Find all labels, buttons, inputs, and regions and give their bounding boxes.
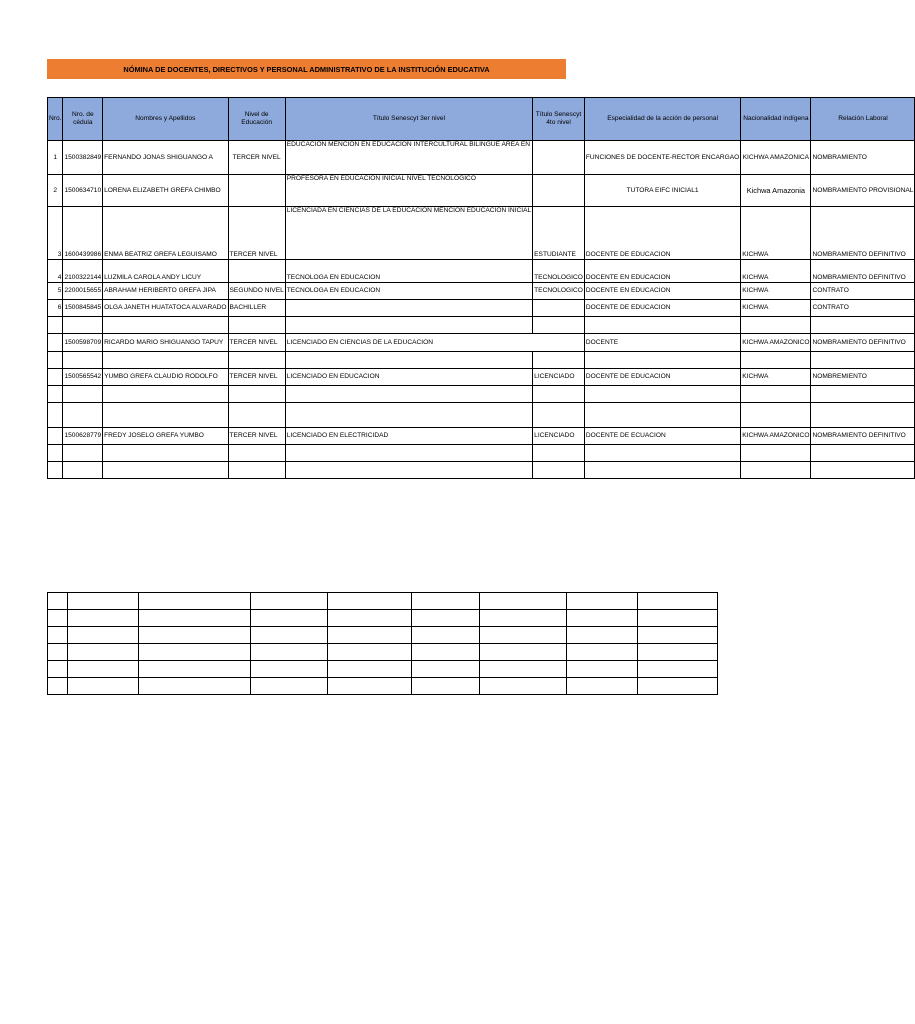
header-nombres: Nombres y Apellidos	[103, 98, 228, 141]
row-nivel: TERCER NIVEL	[228, 207, 285, 260]
row-nacionalidad: KICHWA AMAZONICO	[741, 428, 811, 445]
row-nacionalidad: KICHWA	[741, 283, 811, 300]
row-nombre: OLGA JANETH HUATATOCA ALVARADO	[103, 300, 228, 317]
row-cedula: 2200015655	[63, 283, 103, 300]
staff-table	[47, 97, 915, 479]
row-titulo-4to	[533, 300, 585, 317]
header-cedula: Nro. de cédula	[63, 98, 103, 141]
row-titulo-3er: LICENCIADO EN CIENCIAS DE LA EDUCACION	[285, 334, 584, 352]
table-row	[48, 300, 915, 317]
row-nro: 4	[48, 260, 63, 283]
header-titulo-3er: Título Senescyt 3er nivel	[285, 98, 532, 141]
row-especialidad: DOCENTE DE ECUACION	[584, 428, 740, 445]
table-row-empty	[48, 678, 718, 695]
row-nivel: TERCER NIVEL	[228, 334, 285, 352]
row-relacion: NOMBRAMIENTO	[811, 141, 915, 175]
row-nombre: FREDY JOSELO GREFA YUMBO	[103, 428, 228, 445]
table-row	[48, 207, 915, 260]
row-especialidad: DOCENTE EN EDUCACION	[584, 260, 740, 283]
row-cedula: 2100322144	[63, 260, 103, 283]
row-nacionalidad: KICHWA	[741, 207, 811, 260]
row-titulo-4to: TECNOLOGICO	[533, 283, 585, 300]
empty-table	[47, 592, 718, 695]
row-cedula: 1600439986	[63, 207, 103, 260]
row-nro: 5	[48, 283, 63, 300]
row-nombre: LORENA ELIZABETH GREFA CHIMBO	[103, 175, 228, 207]
row-nacionalidad: KICHWA	[741, 300, 811, 317]
row-nro: 1	[48, 141, 63, 175]
row-nacionalidad: KICHWA	[741, 369, 811, 386]
table-row	[48, 175, 915, 207]
header-relacion: Relación Laboral	[811, 98, 915, 141]
row-nivel: TERCER NIVEL	[228, 369, 285, 386]
row-cedula: 1500598709	[63, 334, 103, 352]
table-row	[48, 369, 915, 386]
row-titulo-3er: LICENCIADO EN EDUCACION	[285, 369, 532, 386]
table-row-empty	[48, 627, 718, 644]
row-nro: 2	[48, 175, 63, 207]
header-especialidad: Especialidad de la acción de personal	[584, 98, 740, 141]
row-titulo-3er: TECNOLOGA EN EDUCACION	[285, 260, 532, 283]
row-nacionalidad: Kichwa Amazonia	[741, 175, 811, 207]
row-nombre: ENMA BEATRIZ GREFA LEGUISAMO	[103, 207, 228, 260]
document-title: NÓMINA DE DOCENTES, DIRECTIVOS Y PERSONAL ADMINISTRATIVO DE LA INSTITUCIÓN EDUCATIVA	[47, 59, 566, 79]
row-especialidad: TUTORA EIFC INICIAL1	[584, 175, 740, 207]
row-relacion: CONTRATO	[811, 283, 915, 300]
row-titulo-4to: LICENCIADO	[533, 369, 585, 386]
table-row-empty	[48, 445, 915, 462]
table-row	[48, 283, 915, 300]
header-nivel: Nivel de Educación	[228, 98, 285, 141]
row-especialidad: DOCENTE DE EDUCACION	[584, 369, 740, 386]
row-titulo-3er: PROFESORA EN EDUCACIÓN INICIAL NIVEL TECNOLÓGICO	[285, 175, 532, 207]
header-titulo-4to: Título Senescyt 4to nivel	[533, 98, 585, 141]
table-row-empty	[48, 610, 718, 627]
row-especialidad: FUNCIONES DE DOCENTE-RECTOR ENCARGAO	[584, 141, 740, 175]
row-titulo-4to: ESTUDIANTE	[533, 207, 585, 260]
table-row	[48, 428, 915, 445]
row-titulo-3er: TECNOLOGA EN EDUCACION	[285, 283, 532, 300]
header-nacionalidad: Nacionalidad indígena	[741, 98, 811, 141]
row-nro: 6	[48, 300, 63, 317]
row-cedula: 1500634710	[63, 175, 103, 207]
row-cedula: 1500845845	[63, 300, 103, 317]
row-titulo-4to: TECNOLOGICO	[533, 260, 585, 283]
table-row	[48, 334, 915, 352]
table-row	[48, 141, 915, 175]
row-titulo-3er: LICENCIADO EN ELECTRICIDAD	[285, 428, 532, 445]
row-relacion: NOMBREMIENTO	[811, 369, 915, 386]
table-row-empty	[48, 661, 718, 678]
row-titulo-4to: LICENCIADO	[533, 428, 585, 445]
row-nivel: TERCER NIVEL	[228, 141, 285, 175]
table-row-empty	[48, 386, 915, 403]
row-nivel	[228, 175, 285, 207]
row-cedula: 1500382849	[63, 141, 103, 175]
table-row-empty	[48, 403, 915, 428]
row-titulo-4to	[533, 175, 585, 207]
row-relacion: NOMBRAMIENTO PROVISIONAL	[811, 175, 915, 207]
row-nombre: ABRAHAM HERIBERTO GREFA JIPA	[103, 283, 228, 300]
row-cedula: 1500565542	[63, 369, 103, 386]
row-especialidad: DOCENTE	[584, 334, 740, 352]
row-nacionalidad: KICHWA AMAZONICA	[741, 141, 811, 175]
table-row-empty	[48, 317, 915, 334]
row-relacion: NOMBRAMIENTO DEFINITIVO	[811, 428, 915, 445]
row-titulo-3er: EDUCACION MENCION EN EDUCACION INTERCULTURAL BILINGÜE AREA EN	[285, 141, 532, 175]
table-row-empty	[48, 352, 915, 369]
row-nombre: RICARDO MARIO SHIGUANGO TAPUY	[103, 334, 228, 352]
header-row	[48, 98, 915, 141]
row-cedula: 1500628779	[63, 428, 103, 445]
table-row-empty	[48, 462, 915, 479]
row-nivel: BACHILLER	[228, 300, 285, 317]
row-especialidad: DOCENTE DE EDUCACION	[584, 300, 740, 317]
row-nivel: SEGUNDO NIVEL	[228, 283, 285, 300]
row-relacion: NOMBRAMIENTO DEFINITIVO	[811, 334, 915, 352]
row-nro: 3	[48, 207, 63, 260]
row-nivel	[228, 260, 285, 283]
row-nombre: LUZMILA CAROLA ANDY LICUY	[103, 260, 228, 283]
row-nacionalidad: KICHWA	[741, 260, 811, 283]
table-row-empty	[48, 593, 718, 610]
table-row-empty	[48, 644, 718, 661]
row-titulo-3er	[285, 300, 532, 317]
row-nacionalidad: KICHWA AMAZONICO	[741, 334, 811, 352]
row-especialidad: DOCENTE EN EDUCACION	[584, 283, 740, 300]
row-relacion: CONTRATO	[811, 300, 915, 317]
header-nro: Nro.	[48, 98, 63, 141]
row-relacion: NOMBRAMIENTO DEFINITIVO	[811, 260, 915, 283]
table-row	[48, 260, 915, 283]
row-especialidad: DOCENTE DE EDUCACION	[584, 207, 740, 260]
row-nivel: TERCER NIVEL	[228, 428, 285, 445]
row-nombre: YUMBO GREFA CLAUDIO RODOLFO	[103, 369, 228, 386]
row-relacion: NOMBRAMIENTO DEFINITIVO	[811, 207, 915, 260]
row-nombre: FERNANDO JONAS SHIGUANGO A	[103, 141, 228, 175]
row-titulo-3er: LICENCIADA EN CIENCIAS DE LA EDUCACION MENCION EDUCACION INICIAL	[285, 207, 532, 260]
row-titulo-4to	[533, 141, 585, 175]
